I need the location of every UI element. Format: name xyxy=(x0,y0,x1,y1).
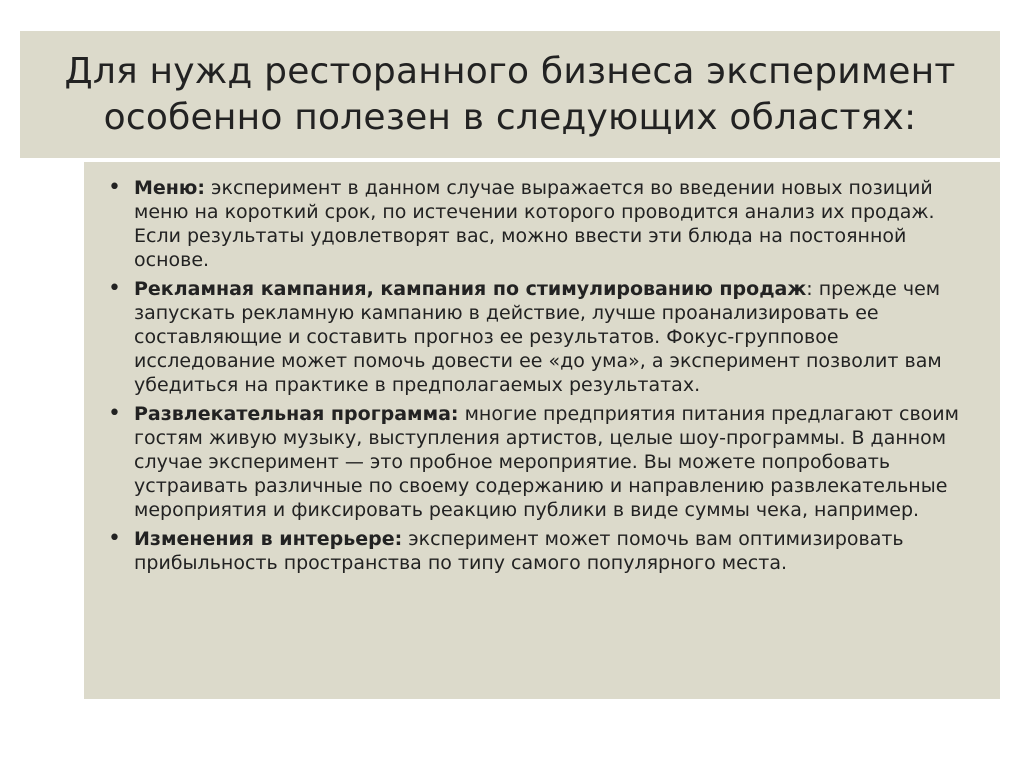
bullet-text: эксперимент может помочь вам оптимизировать прибыльность пространства по типу самого популярного места. xyxy=(134,528,904,574)
bullet-text: : прежде чем запускать рекламную кампанию в действие, лучше проанализировать ее составляющие и составить прогноз ее результатов. Фокус-групповое исследование может помочь довести ее «до ума», а эксперимент позволит вам убедиться на практике в предполагаемых результатах. xyxy=(134,278,942,396)
bullet-list xyxy=(108,176,978,575)
slide-title: Для нужд ресторанного бизнеса эксперимент особенно полезен в следующих областях: xyxy=(64,51,956,138)
bullet-dot-icon: • xyxy=(108,175,121,200)
bullet-heading: Меню: xyxy=(134,177,205,199)
title-panel xyxy=(20,31,1000,158)
bullet-text: многие предприятия питания предлагают своим гостям живую музыку, выступления артистов, целые шоу-программы. В данном случае эксперимент — это пробное мероприятие. Вы можете попробовать устраивать различные по своему содержанию и направлению развлекательные мероприятия и фиксировать реакцию публики в виде суммы чека, например. xyxy=(134,403,959,521)
bullet-item-entertainment xyxy=(108,402,978,522)
bullet-heading: Изменения в интерьере: xyxy=(134,528,403,550)
bullet-item-advertising xyxy=(108,277,978,397)
bullet-item-menu xyxy=(108,176,978,272)
bullet-text: эксперимент в данном случае выражается во введении новых позиций меню на короткий срок, по истечении которого проводится анализ их продаж. Если результаты удовлетворят вас, можно ввести эти блюда на постоянной основе. xyxy=(134,177,935,271)
bullet-dot-icon: • xyxy=(108,526,121,551)
bullet-dot-icon: • xyxy=(108,401,121,426)
bullet-heading: Развлекательная программа: xyxy=(134,403,459,425)
content-panel xyxy=(84,162,1000,699)
bullet-item-interior xyxy=(108,527,978,575)
bullet-heading: Рекламная кампания, кампания по стимулированию продаж xyxy=(134,278,807,300)
bullet-dot-icon: • xyxy=(108,276,121,301)
